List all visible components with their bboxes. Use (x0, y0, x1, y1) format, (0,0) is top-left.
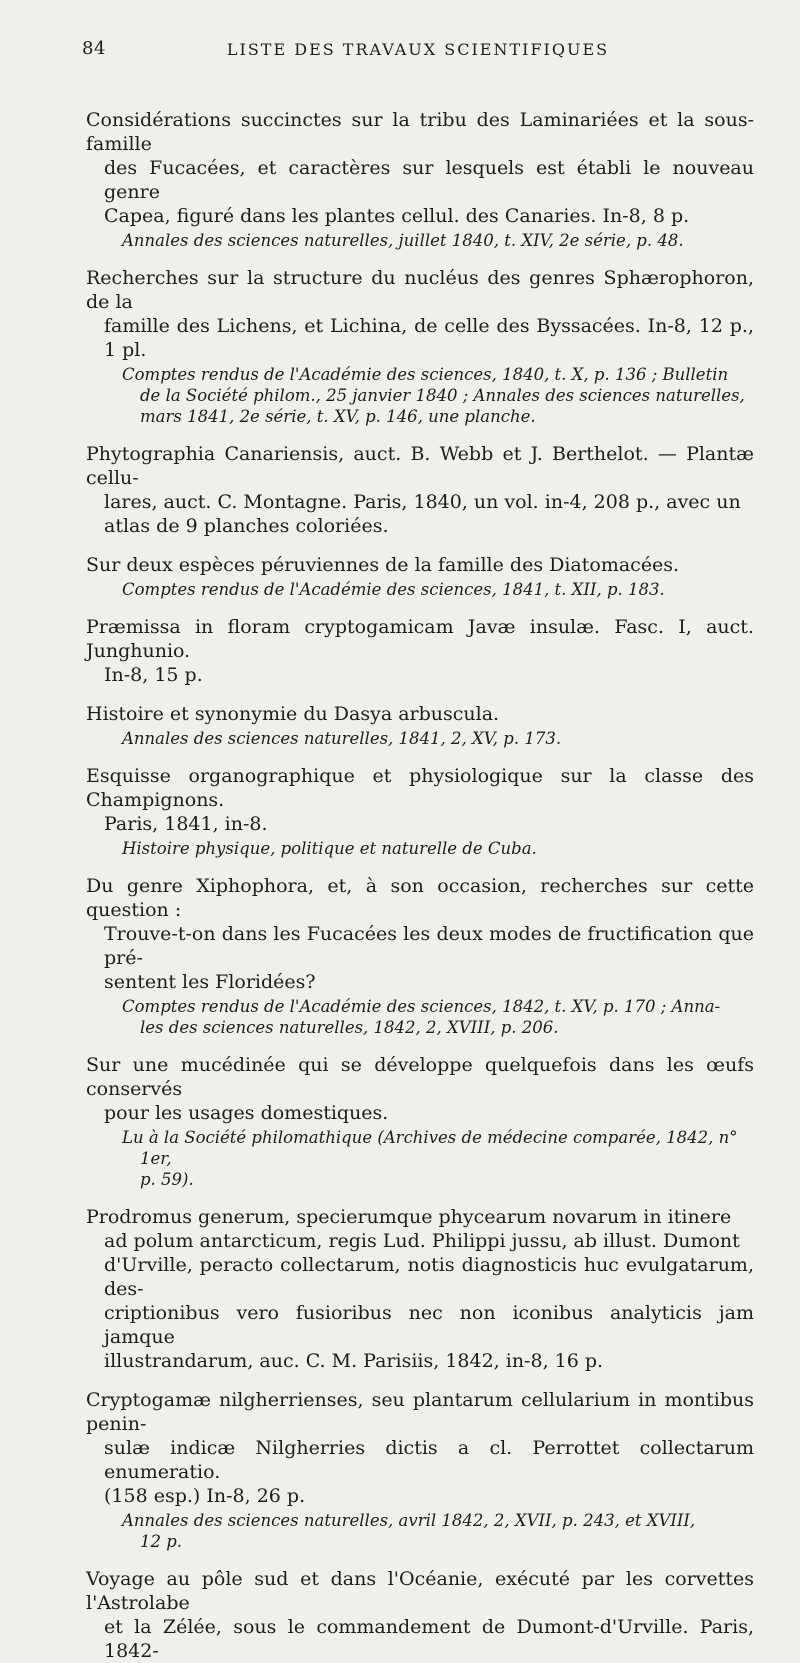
running-head: LISTE DES TRAVAUX SCIENTIFIQUES (226, 40, 610, 59)
entry-title-line: Sur deux espèces péruviennes de la famille des Diatomacées. (86, 554, 680, 576)
entry-title-line: ad polum antarcticum, regis Lud. Philippi jussu, ab illust. Dumont (104, 1230, 740, 1252)
bibliography-entry (86, 1053, 754, 1190)
entry-reference (104, 996, 754, 1038)
entry-title-line: d'Urville, peracto collectarum, notis diagnosticis huc evulgatarum, des- (104, 1254, 754, 1300)
entry-title-line: Capea, figuré dans les plantes cellul. des Canaries. In-8, 8 p. (104, 205, 690, 227)
bibliography-entry (86, 764, 754, 859)
entry-title (86, 1053, 754, 1125)
entry-reference (104, 364, 754, 427)
bibliography-entry (86, 108, 754, 251)
entry-reference-line: Comptes rendus de l'Académie des sciences, 1840, t. X, p. 136 ; Bulletin (122, 365, 729, 384)
entry-title-line: Sur une mucédinée qui se développe quelquefois dans les œufs conservés (86, 1054, 754, 1100)
entry-reference (104, 230, 754, 251)
entry-title (86, 1205, 754, 1373)
entry-title-line: Histoire et synonymie du Dasya arbuscula. (86, 703, 500, 725)
entry-reference (104, 1127, 754, 1190)
entry-title-line: lares, auct. C. Montagne. Paris, 1840, un vol. in-4, 208 p., avec un (104, 491, 741, 513)
entry-title-line: pour les usages domestiques. (104, 1102, 389, 1124)
entry-reference (104, 838, 754, 859)
entry-title-line: atlas de 9 planches coloriées. (104, 515, 389, 537)
bibliography-entry (86, 1388, 754, 1552)
entry-title (86, 266, 754, 362)
entry-reference-line: Annales des sciences naturelles, 1841, 2, XV, p. 173. (122, 729, 562, 748)
entry-reference-line: 12 p. (140, 1532, 183, 1551)
entry-reference (104, 579, 754, 600)
bibliography-entry (86, 615, 754, 687)
entry-title (86, 1567, 754, 1663)
bibliography-entry (86, 1205, 754, 1373)
entry-reference-line: mars 1841, 2e série, t. XV, p. 146, une planche. (140, 407, 536, 426)
bibliography-entry (86, 702, 754, 749)
entry-title-line: criptionibus vero fusioribus nec non iconibus analyticis jam jamque (104, 1302, 754, 1348)
bibliography-entry (86, 553, 754, 600)
entry-title-line: sulæ indicæ Nilgherries dictis a cl. Perrottet collectarum enumeratio. (104, 1437, 754, 1483)
entry-title-line: In-8, 15 p. (104, 664, 203, 686)
entry-title-line: illustrandarum, auc. C. M. Parisiis, 1842, in-8, 16 p. (104, 1350, 604, 1372)
entry-title (86, 615, 754, 687)
entry-title-line: Phytographia Canariensis, auct. B. Webb et J. Berthelot. — Plantæ cellu- (86, 443, 754, 489)
entry-title (86, 442, 754, 538)
entry-title (86, 764, 754, 836)
entry-title-line: Paris, 1841, in-8. (104, 813, 268, 835)
entry-title (86, 1388, 754, 1508)
entry-title-line: famille des Lichens, et Lichina, de celle des Byssacées. In-8, 12 p., 1 pl. (104, 315, 754, 361)
entry-title-line: Recherches sur la structure du nucléus des genres Sphærophoron, de la (86, 267, 754, 313)
entry-title-line: Voyage au pôle sud et dans l'Océanie, exécuté par les corvettes l'Astrolabe (86, 1568, 754, 1614)
entry-title (86, 874, 754, 994)
entry-title (86, 553, 754, 577)
entry-reference-line: Annales des sciences naturelles, juillet 1840, t. XIV, 2e série, p. 48. (122, 231, 684, 250)
entry-title-line: sentent les Floridées? (104, 971, 316, 993)
entry-title-line: des Fucacées, et caractères sur lesquels est établi le nouveau genre (104, 157, 754, 203)
entry-title-line: Considérations succinctes sur la tribu des Laminariées et la sous-famille (86, 109, 754, 155)
entry-reference (104, 1510, 754, 1552)
entry-title-line: Prodromus generum, specierumque phycearum novarum in itinere (86, 1206, 732, 1228)
entry-reference (104, 728, 754, 749)
entry-title-line: (158 esp.) In-8, 26 p. (104, 1485, 306, 1507)
entry-title-line: Trouve-t-on dans les Fucacées les deux modes de fructification que pré- (104, 923, 754, 969)
page-number: 84 (82, 38, 106, 59)
bibliography-entry (86, 442, 754, 538)
entry-title-line: Esquisse organographique et physiologique sur la classe des Champignons. (86, 765, 754, 811)
bibliography-entry (86, 1567, 754, 1663)
entry-title-line: Præmissa in floram cryptogamicam Javæ insulæ. Fasc. I, auct. Junghunio. (86, 616, 754, 662)
entry-reference-line: Annales des sciences naturelles, avril 1842, 2, XVII, p. 243, et XVIII, (122, 1511, 696, 1530)
entry-title-line: et la Zélée, sous le commandement de Dumont-d'Urville. Paris, 1842- (104, 1616, 754, 1662)
bibliography-list (86, 108, 754, 1663)
entry-reference-line: Comptes rendus de l'Académie des sciences, 1842, t. XV, p. 170 ; Anna- (122, 997, 721, 1016)
entry-reference-line: Comptes rendus de l'Académie des sciences, 1841, t. XII, p. 183. (122, 580, 665, 599)
page-header (82, 38, 754, 64)
bibliography-entry (86, 266, 754, 427)
entry-title (86, 702, 754, 726)
entry-title-line: Cryptogamæ nilgherrienses, seu plantarum cellularium in montibus penin- (86, 1389, 754, 1435)
bibliography-entry (86, 874, 754, 1038)
entry-reference-line: les des sciences naturelles, 1842, 2, XVIII, p. 206. (140, 1018, 559, 1037)
entry-reference-line: Lu à la Société philomathique (Archives de médecine comparée, 1842, n° 1er, (122, 1128, 738, 1168)
entry-reference-line: p. 59). (140, 1170, 194, 1189)
entry-title (86, 108, 754, 228)
entry-title-line: Du genre Xiphophora, et, à son occasion, recherches sur cette question : (86, 875, 754, 921)
entry-reference-line: de la Société philom., 25 janvier 1840 ; Annales des sciences naturelles, (140, 386, 745, 405)
entry-reference-line: Histoire physique, politique et naturelle de Cuba. (122, 839, 537, 858)
